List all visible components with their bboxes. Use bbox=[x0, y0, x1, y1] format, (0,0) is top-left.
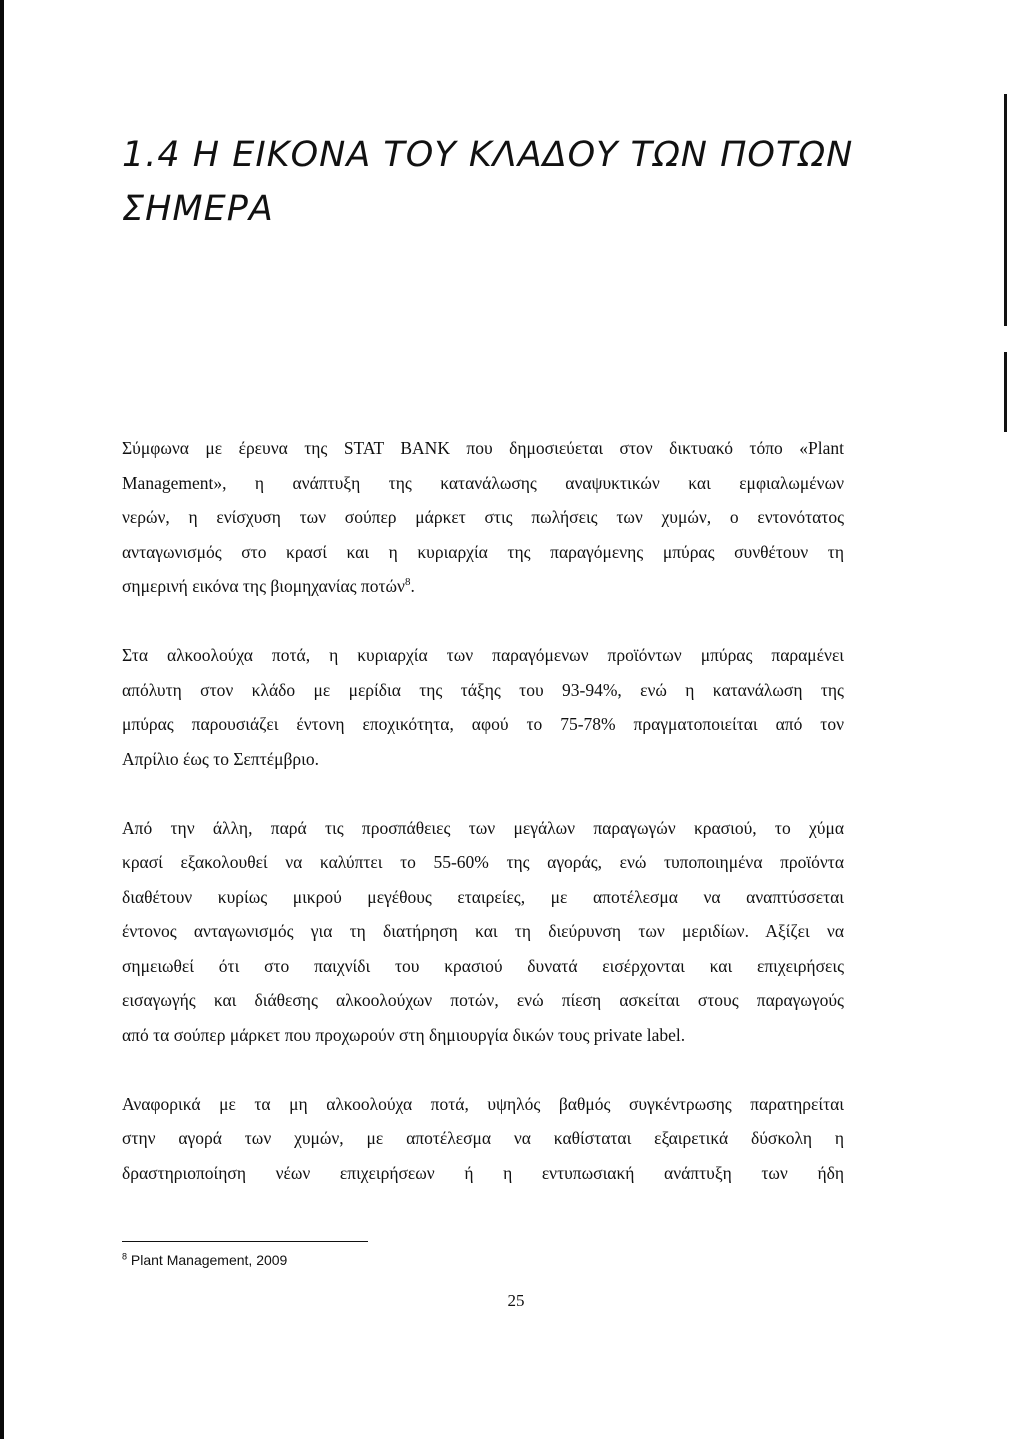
text-line: στην αγορά των χυμών, με αποτέλεσμα να καθίσταται εξαιρετικά δύσκολη η bbox=[122, 1128, 844, 1148]
text-line: Management», η ανάπτυξη της κατανάλωσης αναψυκτικών και εμφιαλωμένων bbox=[122, 472, 844, 493]
text-line: κρασί εξακολουθεί να καλύπτει το 55-60% της αγοράς, ενώ τυποποιημένα προϊόντα bbox=[122, 852, 844, 872]
page-number: 25 bbox=[507, 1291, 525, 1310]
text-line: από τα σούπερ μάρκετ που προχωρούν στη δημιουργία δικών τους private label. bbox=[122, 1024, 686, 1045]
text-line: Απρίλιο έως το Σεπτέμβριο. bbox=[122, 748, 319, 769]
section-heading-line-2: ΣΗΜΕΡΑ bbox=[122, 189, 274, 229]
footnote bbox=[122, 1250, 287, 1270]
paragraph-2 bbox=[122, 638, 844, 776]
text-line: Αναφορικά με τα μη αλκοολούχα ποτά, υψηλός βαθμός συγκέντρωσης παρατηρείται bbox=[122, 1093, 844, 1114]
end-punctuation: . bbox=[410, 576, 415, 596]
text-line-with-footnote bbox=[122, 569, 844, 604]
paragraph-3 bbox=[122, 811, 844, 1053]
text-line: έντονος ανταγωνισμός για τη διατήρηση και τη διεύρυνση των μεριδίων. Αξίζει να bbox=[122, 921, 844, 941]
text-line: δραστηριοποίηση νέων επιχειρήσεων ή η εντυπωσιακή ανάπτυξη των ήδη bbox=[122, 1162, 844, 1183]
text-line: ανταγωνισμός στο κρασί και η κυριαρχία της παραγόμενης μπύρας συνθέτουν τη bbox=[122, 541, 844, 562]
footnote-text: Plant Management, 2009 bbox=[130, 1252, 288, 1268]
body-text bbox=[122, 431, 844, 1225]
text-line: Στα αλκοολούχα ποτά, η κυριαρχία των παραγόμενων προϊόντων μπύρας παραμένει bbox=[122, 645, 844, 665]
text-line: μπύρας παρουσιάζει έντονη εποχικότητα, αφού το 75-78% πραγματοποιείται από τον bbox=[122, 714, 844, 734]
footnote-number: 8 bbox=[122, 1251, 128, 1262]
section-heading-line-1: 1.4 Η ΕΙΚΟΝΑ ΤΟΥ ΚΛΑΔΟΥ ΤΩΝ ΠΟΤΩΝ bbox=[122, 135, 854, 175]
text-line: εισαγωγής και διάθεσης αλκοολούχων ποτών, ενώ πίεση ασκείται στους παραγωγούς bbox=[122, 990, 844, 1010]
text-line: Από την άλλη, παρά τις προσπάθειες των μεγάλων παραγωγών κρασιού, το χύμα bbox=[122, 817, 844, 838]
section-heading bbox=[122, 128, 922, 236]
text-line: διαθέτουν κυρίως μικρού μεγέθους εταιρείες, με αποτέλεσμα να αναπτύσσεται bbox=[122, 886, 844, 907]
footnote-reference: 8 bbox=[404, 576, 411, 589]
text-line: νερών, η ενίσχυση των σούπερ μάρκετ στις πωλήσεις των χυμών, ο εντονότατος bbox=[122, 507, 844, 527]
page-edge-line bbox=[1004, 352, 1007, 432]
text-line: σημειωθεί ότι στο παιχνίδι του κρασιού δυνατά εισέρχονται και επιχειρήσεις bbox=[122, 955, 844, 976]
text-line: Σύμφωνα με έρευνα της STAT BANK που δημοσιεύεται στον δικτυακό τόπο «Plant bbox=[122, 438, 844, 458]
paragraph-4 bbox=[122, 1087, 844, 1191]
text-line: απόλυτη στον κλάδο με μερίδια της τάξης του 93-94%, ενώ η κατανάλωση της bbox=[122, 679, 844, 700]
footnote-separator bbox=[122, 1241, 368, 1242]
page-edge-line bbox=[1004, 94, 1007, 326]
text-line: σημερινή εικόνα της βιομηχανίας ποτών bbox=[122, 576, 405, 596]
paragraph-1 bbox=[122, 431, 844, 604]
